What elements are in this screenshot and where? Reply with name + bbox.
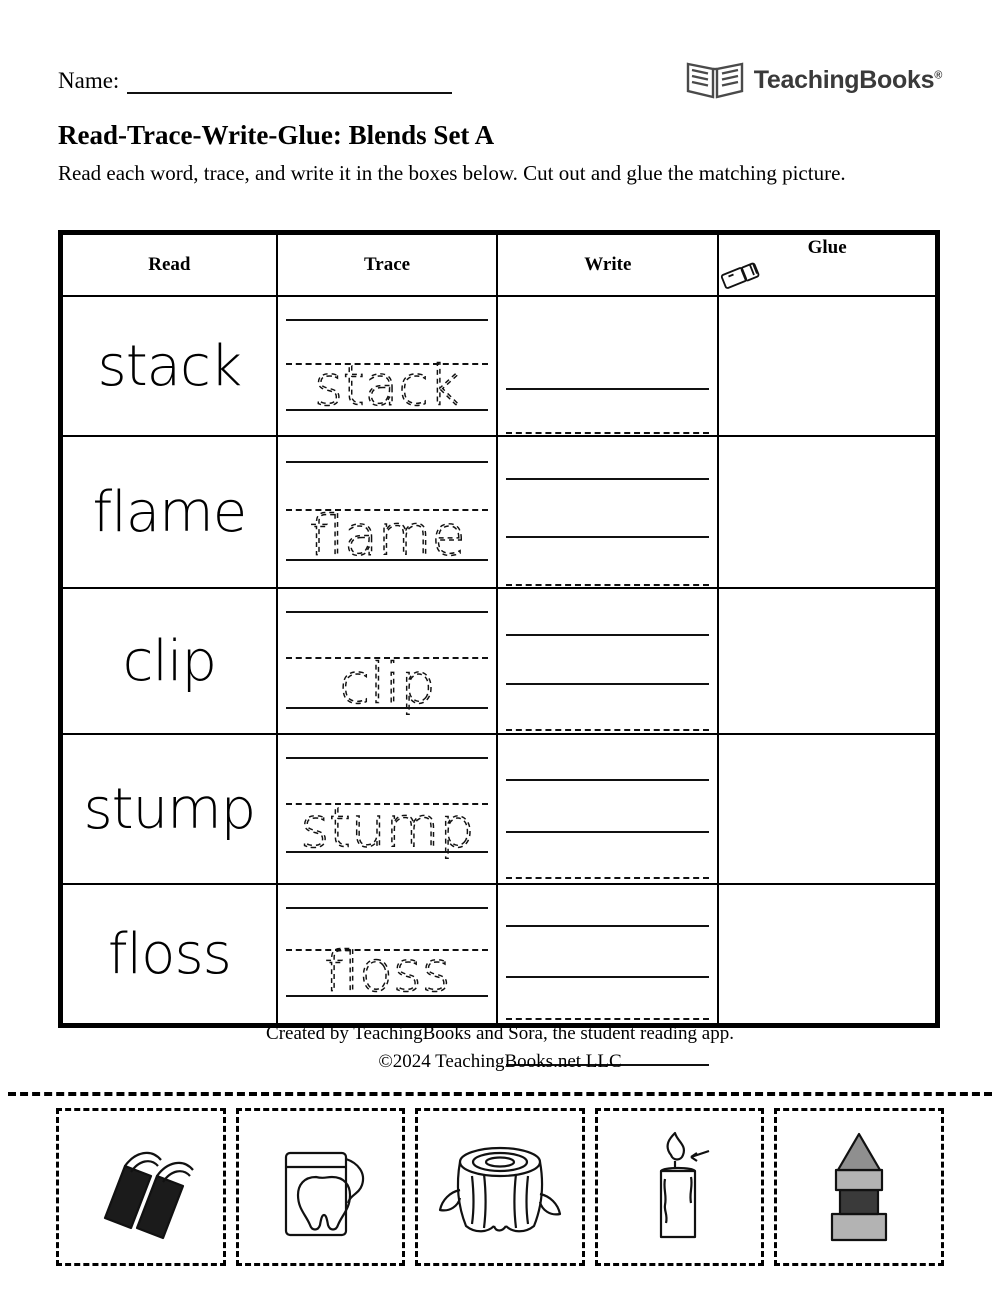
candle-flame-icon	[625, 1131, 735, 1243]
open-book-icon	[684, 58, 746, 102]
read-word-cell: stack	[62, 296, 277, 436]
cutout-card-stack[interactable]	[774, 1108, 944, 1266]
binder-clips-icon	[81, 1132, 201, 1242]
trace-word-cell[interactable]	[277, 734, 498, 884]
column-header-glue	[718, 234, 936, 296]
trace-word-cell[interactable]	[277, 296, 498, 436]
cutout-card-stump[interactable]	[415, 1108, 585, 1266]
stacked-blocks-icon	[804, 1128, 914, 1246]
tree-stump-icon	[432, 1132, 568, 1242]
worksheet-table	[58, 230, 940, 1028]
write-line-cell[interactable]	[497, 296, 718, 436]
read-word-cell: floss	[62, 884, 277, 1024]
svg-text:flame: flame	[308, 504, 466, 569]
column-header-read: Read	[62, 234, 277, 296]
glue-box-cell[interactable]	[718, 884, 936, 1024]
table-row	[62, 588, 936, 734]
column-header-glue-label: Glue	[807, 237, 847, 258]
cutout-strip	[56, 1108, 944, 1266]
write-line-cell[interactable]	[497, 734, 718, 884]
svg-text:stack: stack	[313, 354, 461, 419]
glue-box-cell[interactable]	[718, 734, 936, 884]
cut-line	[8, 1092, 992, 1096]
glue-box-cell[interactable]	[718, 296, 936, 436]
column-header-write: Write	[497, 234, 718, 296]
read-word-cell: clip	[62, 588, 277, 734]
page-title: Read-Trace-Write-Glue: Blends Set A	[58, 120, 495, 150]
table-row	[62, 884, 936, 1024]
trace-word-cell[interactable]	[277, 884, 498, 1024]
footer-credit-line-1: Created by TeachingBooks and Sora, the student reading app.	[266, 1023, 734, 1044]
write-line-cell[interactable]	[497, 436, 718, 588]
svg-text:floss: floss	[324, 940, 451, 1005]
column-header-trace: Trace	[277, 234, 498, 296]
trace-word-cell[interactable]	[277, 588, 498, 734]
cutout-card-floss[interactable]	[236, 1108, 406, 1266]
table-header-row	[62, 234, 936, 296]
name-field-row	[58, 68, 452, 94]
table-row	[62, 436, 936, 588]
svg-text:stump: stump	[300, 796, 475, 861]
instructions: Read each word, trace, and write it in the boxes below. Cut out and glue the matching picture.	[58, 161, 846, 185]
trace-word-cell[interactable]	[277, 436, 498, 588]
read-word-cell: flame	[62, 436, 277, 588]
table-row	[62, 296, 936, 436]
read-word-cell: stump	[62, 734, 277, 884]
write-line-cell[interactable]	[497, 588, 718, 734]
table-row	[62, 734, 936, 884]
footer-credit	[0, 1020, 1000, 1075]
glue-box-cell[interactable]	[718, 436, 936, 588]
name-label: Name:	[58, 68, 120, 93]
svg-text:clip: clip	[339, 652, 436, 717]
glue-stick-icon	[719, 259, 935, 293]
dental-floss-icon	[260, 1131, 380, 1243]
write-line-cell[interactable]	[497, 884, 718, 1024]
glue-box-cell[interactable]	[718, 588, 936, 734]
name-input-blank[interactable]	[127, 70, 452, 94]
brand-logo	[684, 58, 942, 102]
cutout-card-flame[interactable]	[595, 1108, 765, 1266]
cutout-card-clip[interactable]	[56, 1108, 226, 1266]
brand-name: TeachingBooks®	[753, 65, 942, 94]
footer-credit-line-2: ©2024 TeachingBooks.net LLC	[378, 1050, 622, 1072]
brand-registered-mark: ®	[934, 69, 942, 82]
